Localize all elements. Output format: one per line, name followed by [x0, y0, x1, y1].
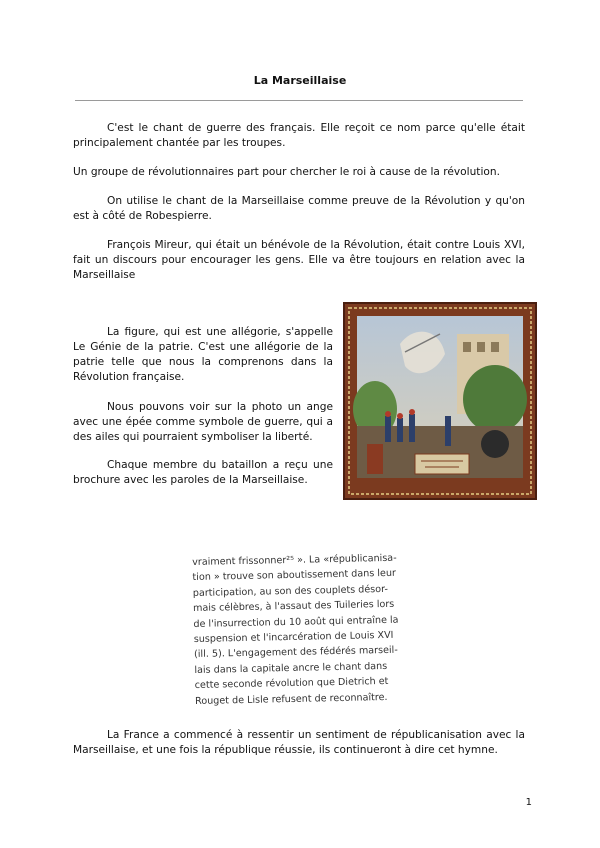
scan-line: Rouget de Lisle refusent de reconnaître. — [194, 691, 388, 707]
scan-line: (ill. 5). L'engagement des fédérés marseil- — [193, 645, 398, 661]
title-divider — [75, 100, 523, 101]
paragraph-group: Un groupe de révolutionnaires part pour chercher le roi à cause de la révolution. — [73, 166, 500, 178]
scan-line: cette seconde révolution que Dietrich et — [194, 676, 389, 692]
paragraph-angel: Nous pouvons voir sur la photo un ange avec une épée comme symbole de guerre, qui a des ailes qui pourraient symboliser la liberté. — [73, 401, 333, 443]
scan-line: mais célèbres, à l'assaut des Tuileries lors — [193, 598, 395, 615]
paragraph-mireur: François Mireur, qui était un bénévole de la Révolution, était contre Louis XVI, fait un discours pour encourager les gens. Elle va être toujours en relation avec la Marseillaise — [73, 239, 525, 281]
scan-line: lais dans la capitale ancre le chant dans — [194, 660, 388, 676]
page-title: La Marseillaise — [253, 74, 347, 87]
scan-line: tion » trouve son aboutissement dans leur — [192, 568, 397, 584]
scan-line: de l'insurrection du 10 août qui entraîne la — [193, 614, 399, 630]
page-number: 1 — [525, 797, 532, 808]
scanned-text-excerpt — [192, 551, 409, 705]
paragraph-allegory: La figure, qui est une allégorie, s'appelle Le Génie de la patrie. C'est une allégorie de la patrie telle que nous la comprenons dans la Révolution française. — [73, 326, 333, 383]
scan-line: vraiment frissonner²⁵ ». La «républicanisa- — [192, 552, 397, 568]
paragraph-brochure: Chaque membre du bataillon a reçu une brochure avec les paroles de la Marseillaise. — [73, 459, 333, 486]
painting-genie-de-la-patrie — [343, 302, 537, 500]
scan-line: participation, au son des couplets désor- — [192, 583, 388, 599]
scan-line: suspension et l'incarcération de Louis XVI — [193, 629, 394, 646]
paragraph-conclusion: La France a commencé à ressentir un sentiment de républicanisation avec la Marseillaise, et une fois la république réussie, ils continueront à dire cet hymne. — [73, 729, 525, 756]
paragraph-intro: C'est le chant de guerre des français. Elle reçoit ce nom parce qu'elle était principalement chantée par les troupes. — [73, 122, 525, 149]
paragraph-robespierre: On utilise le chant de la Marseillaise comme preuve de la Révolution y qu'on est à côté de Robespierre. — [73, 195, 525, 222]
